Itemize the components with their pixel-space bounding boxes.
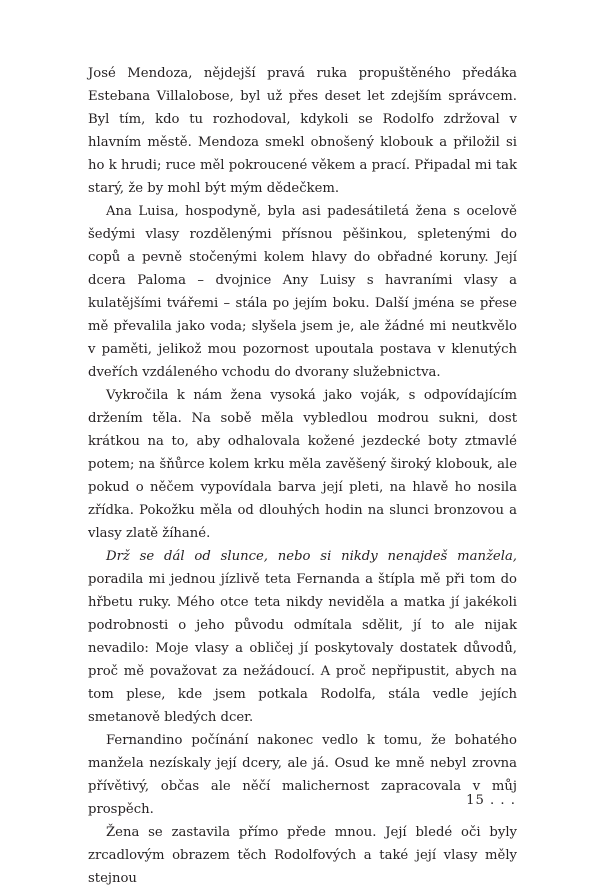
body-text bbox=[88, 62, 517, 890]
paragraph-4 bbox=[88, 545, 517, 729]
page-number: 15 . . . bbox=[466, 793, 516, 808]
paragraph-4-italic: Drž se dál od slunce, nebo si nikdy nenajdeš manžela, bbox=[106, 549, 517, 564]
paragraph-1: José Mendoza, nějdejší pravá ruka propuštěného předáka Estebana Villalobose, byl už přes deset let zdejším správcem. Byl tím, kdo tu rozhodoval, kdykoli se Rodolfo zdržoval v hlavním městě. Mendoza smekl obnošený klobouk a přiložil si ho k hrudi; ruce měl pokroucené věkem a prací. Připadal mi tak starý, že by mohl být mým dědečkem. bbox=[88, 66, 517, 196]
paragraph-4-text: poradila mi jednou jízlivě teta Fernanda a štípla mě při tom do hřbetu ruky. Mého otce teta nikdy neviděla a matka jí jakékoli podrobnosti o jeho původu odmítala sdělit, jí to ale nijak nevadilo: Moje vlasy a obličej jí poskytovaly dostatek důvodů, proč mě považovat za nežádoucí. A proč nepřipustit, abych na tom plese, kde jsem potkala Rodolfa, stála vedle jejích smetanově bledých dcer. bbox=[88, 572, 517, 725]
paragraph-5: Fernandino počínání nakonec vedlo k tomu, že bohatého manžela nezískaly její dcery, ale já. Osud ke mně nebyl zrovna přívětivý, občas ale něčí malichernost zapracovala v můj prospěch. bbox=[88, 733, 517, 817]
paragraph-3: Vykročila k nám žena vysoká jako voják, s odpovídajícím držením těla. Na sobě měla vybledlou modrou sukni, dost krátkou na to, aby odhalovala kožené jezdecké boty ztmavlé potem; na šňůrce kolem krku měla zavěšený široký klobouk, ale pokud o něčem vypovídala barva její pleti, na hlavě ho nosila zřídka. Pokožku měla od dlouhých hodin na slunci bronzovou a vlasy zlatě žíhané. bbox=[88, 388, 517, 541]
paragraph-6: Žena se zastavila přímo přede mnou. Její bledé oči byly zrcadlovým obrazem těch Rodolfových a také její vlasy měly stejnou bbox=[88, 825, 517, 886]
paragraph-2: Ana Luisa, hospodyně, byla asi padesátiletá žena s ocelově šedými vlasy rozdělenými přísnou pěšinkou, spletenými do copů a pevně stočenými kolem hlavy do obřadné koruny. Její dcera Paloma – dvojnice Any Luisy s havraními vlasy a kulatějšími tvářemi – stála po jejím boku. Další jména se přese mě převalila jako voda; slyšela jsem je, ale žádné mi neutkvělo v paměti, jelikož mou pozornost upoutala postava v klenutých dveřích vzdáleného vchodu do dvorany služebnictva. bbox=[88, 204, 517, 380]
